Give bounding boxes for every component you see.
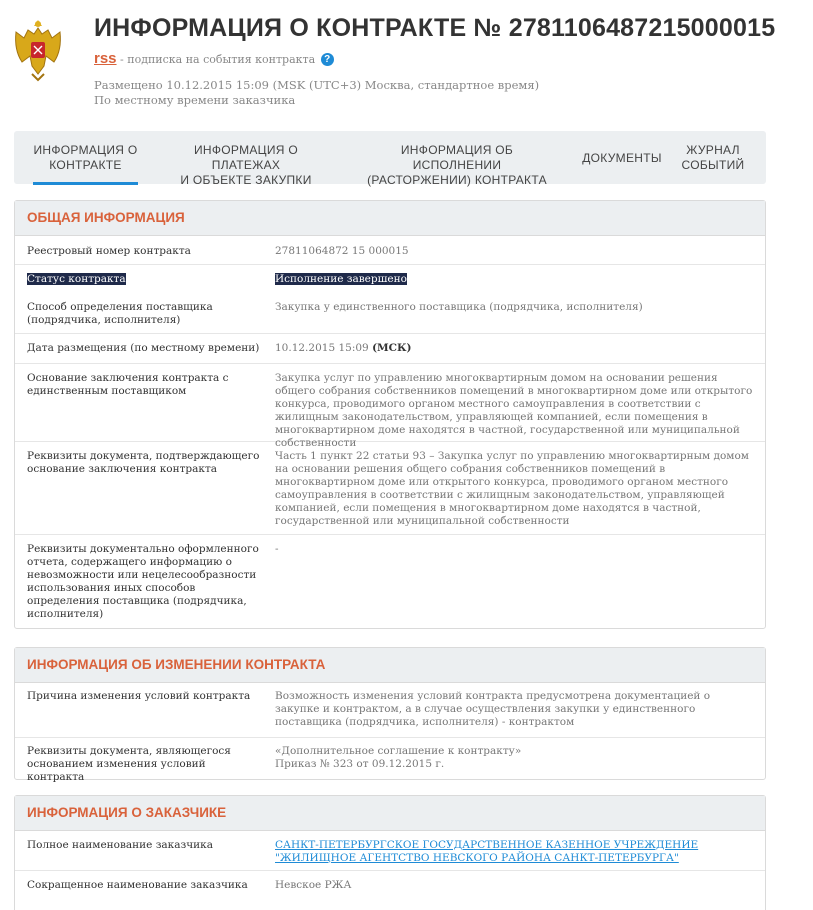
- field-value: [275, 745, 757, 771]
- tab-label-line: (РАСТОРЖЕНИИ) КОНТРАКТА: [367, 173, 547, 187]
- table-row: [15, 831, 765, 871]
- table-row: [15, 364, 765, 449]
- field-label: Реквизиты документа, являющегося основанием изменения условий контракта: [27, 745, 231, 783]
- tab-payments[interactable]: [160, 143, 332, 188]
- page-title: ИНФОРМАЦИЯ О КОНТРАКТЕ № 2781106487215000015: [94, 14, 776, 42]
- tab-label-line: ИНФОРМАЦИЯ О ПЛАТЕЖАХ: [193, 143, 299, 172]
- tab-contract-info[interactable]: [33, 143, 138, 185]
- field-label: Реквизиты документа, подтверждающего основание заключения контракта: [27, 450, 260, 475]
- field-label: Реестровый номер контракта: [27, 245, 191, 257]
- field-value: Невское РЖА: [275, 879, 352, 891]
- table-row: [15, 236, 765, 265]
- table-row: [15, 265, 765, 334]
- tab-label-line: СОБЫТИЙ: [681, 158, 745, 172]
- table-row: [15, 535, 765, 628]
- field-label: Сокращенное наименование заказчика: [27, 879, 248, 891]
- coat-of-arms-icon: [12, 16, 64, 82]
- placement-datetime: Размещено 10.12.2015 15:09 (MSK (UTC+3) Москва, стандартное время): [94, 78, 540, 92]
- general-info-section: [14, 200, 766, 629]
- placement-info: [94, 78, 539, 108]
- tab-documents[interactable]: [580, 151, 664, 166]
- tab-label-line: ИНФОРМАЦИЯ ОБ ИСПОЛНЕНИИ: [400, 143, 514, 172]
- tab-execution[interactable]: [360, 143, 554, 188]
- status-value: [275, 273, 757, 286]
- field-value: [275, 839, 757, 865]
- table-row: [15, 442, 765, 535]
- tab-label-line: КОНТРАКТЕ: [49, 158, 122, 172]
- rss-line: [94, 50, 334, 67]
- rss-link[interactable]: rss: [94, 50, 117, 67]
- section-title: ИНФОРМАЦИЯ ОБ ИЗМЕНЕНИИ КОНТРАКТА: [15, 648, 765, 683]
- customer-info-section: [14, 795, 766, 910]
- field-label: Основание заключения контракта с единственным поставщиком: [27, 372, 229, 397]
- field-value: Возможность изменения условий контракта предусмотрена документацией о закупке и контрактом, а в случае осуществления закупки у единственного поставщика (подрядчика, исполнителя) - контрактом: [275, 690, 711, 728]
- field-value: [275, 342, 757, 355]
- tab-label-line: И ОБЪЕКТЕ ЗАКУПКИ: [180, 173, 312, 187]
- table-row: [15, 871, 765, 901]
- field-label: Реквизиты документально оформленного отчета, содержащего информацию о невозможности или нецелесообразности использования иных способов определения поставщика (подрядчика, исполнителя): [27, 543, 259, 620]
- date-value: 10.12.2015 15:09: [275, 342, 369, 354]
- document-name: «Дополнительное соглашение к контракту»: [275, 745, 522, 757]
- tab-label-line: ИНФОРМАЦИЯ О: [33, 143, 138, 157]
- field-value: Закупка услуг по управлению многоквартирным домом на основании решения общего собрания собственников помещений в многоквартирном доме или открытого конкурса, проводимого органом местного самоуправления в соответствии с жилищным законодательством, управляющей компанией, если помещения в многоквартирном доме находятся в частной, государственной или муниципальной собственности: [275, 372, 753, 449]
- tab-label-line: ЖУРНАЛ: [686, 143, 740, 157]
- order-reference: Приказ № 323 от 09.12.2015 г.: [275, 758, 445, 770]
- status-label-selected: Статус контракта: [27, 273, 126, 285]
- field-label: [27, 273, 263, 286]
- contract-changes-section: [14, 647, 766, 783]
- field-label: Полное наименование заказчика: [27, 839, 213, 851]
- help-icon[interactable]: ?: [321, 53, 334, 66]
- field-label: Способ определения поставщика (подрядчика, исполнителя): [27, 301, 213, 326]
- section-title: ИНФОРМАЦИЯ О ЗАКАЗЧИКЕ: [15, 796, 765, 831]
- rss-caption: - подписка на события контракта: [120, 53, 316, 66]
- section-title: ОБЩАЯ ИНФОРМАЦИЯ: [15, 201, 765, 236]
- timezone-suffix: (МСК): [372, 342, 412, 354]
- field-label: Причина изменения условий контракта: [27, 690, 251, 702]
- status-badge: Исполнение завершено: [275, 273, 407, 285]
- table-row: [15, 738, 765, 783]
- field-value: -: [275, 543, 279, 555]
- table-row: [15, 683, 765, 738]
- field-label: Дата размещения (по местному времени): [27, 342, 260, 354]
- tab-event-log[interactable]: [678, 143, 748, 173]
- field-value: Закупка у единственного поставщика (подрядчика, исполнителя): [275, 301, 643, 313]
- registry-number: 27811064872 15 000015: [275, 245, 409, 257]
- table-row: [15, 334, 765, 364]
- placement-timezone-note: По местному времени заказчика: [94, 93, 296, 107]
- field-value: Часть 1 пункт 22 статьи 93 – Закупка услуг по управлению многоквартирным домом на основании решения общего собрания собственников помещений в многоквартирном доме или открытого конкурса, проводимого органом местного самоуправления в соответствии с жилищным законодательством, управляющей компанией, если помещения в многоквартирном доме находятся в частной, государственной или муниципальной собственности: [275, 450, 749, 527]
- tab-bar: [14, 131, 766, 187]
- tab-label-line: ДОКУМЕНТЫ: [582, 151, 662, 165]
- customer-name-link[interactable]: САНКТ-ПЕТЕРБУРГСКОЕ ГОСУДАРСТВЕННОЕ КАЗЕННОЕ УЧРЕЖДЕНИЕ "ЖИЛИЩНОЕ АГЕНТСТВО НЕВСКОГО РАЙОНА САНКТ-ПЕТЕРБУРГА": [275, 839, 699, 864]
